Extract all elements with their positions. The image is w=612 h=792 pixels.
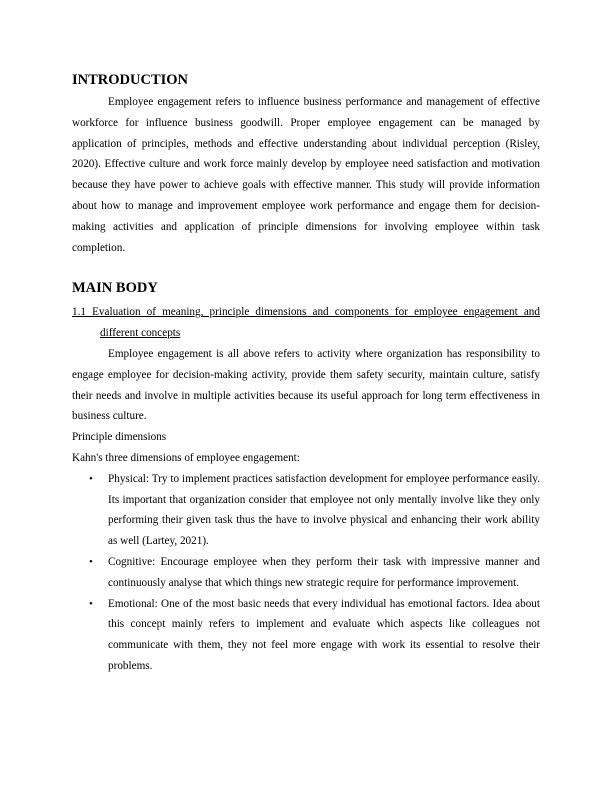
subheading-container bbox=[72, 302, 540, 344]
list-item-cognitive bbox=[89, 552, 540, 594]
bullet-text: Physical: Try to implement practices satisfaction development for employee performance easily. Its important that organization consider that employee not only mentally involve like they only performing their given task thus the have to involve physical and enhancing their work ability as well (Lartey, 2021). bbox=[108, 472, 540, 548]
main-body-paragraph: Employee engagement is all above refers to activity where organization has responsibility to engage employee for decision-making activity, provide them safety security, maintain culture, satisfy their needs and involve in multiple activities because its useful approach for long term effectiveness in business culture. bbox=[72, 347, 540, 423]
introduction-heading: INTRODUCTION bbox=[72, 72, 189, 88]
dimension-list bbox=[72, 469, 540, 677]
bullet-text: Emotional: One of the most basic needs that every individual has emotional factors. Idea about this concept mainly refers to implement and evaluate which aspects like colleagues not communicate with them, they not feel more engage with work its essential to resolve their problems. bbox=[108, 597, 540, 672]
bullet-icon: • bbox=[89, 597, 93, 610]
bullet-icon: • bbox=[89, 555, 93, 568]
document-page bbox=[72, 70, 540, 677]
kahn-dimensions-label: Kahn's three dimensions of employee engagement: bbox=[72, 451, 300, 464]
list-item-physical bbox=[89, 469, 540, 552]
main-body-heading: MAIN BODY bbox=[72, 280, 158, 297]
section-spacer bbox=[72, 258, 540, 278]
bullet-icon: • bbox=[89, 472, 93, 485]
introduction-paragraph: Employee engagement refers to influence business performance and management of effective workforce for influence business goodwill. Proper employee engagement can be managed by application of principles, methods and effective understanding about individual perception (Risley, 2020). Effective culture and work force mainly develop by employee need satisfaction and motivation because they have power to achieve goals with effective manner. This study will provide information about how to manage and improvement employee work performance and engage them for decision-making activities and application of principle dimensions for involving employee within task completion. bbox=[72, 96, 540, 254]
list-item-emotional bbox=[89, 594, 540, 677]
bullet-text: Cognitive: Encourage employee when they perform their task with impressive manner and continuously analyse that which things new strategic require for performance improvement. bbox=[108, 555, 540, 589]
principle-dimensions-label: Principle dimensions bbox=[72, 431, 167, 444]
section-subheading: 1.1 Evaluation of meaning, principle dimensions and components for employee engagement and different concepts bbox=[72, 306, 540, 340]
